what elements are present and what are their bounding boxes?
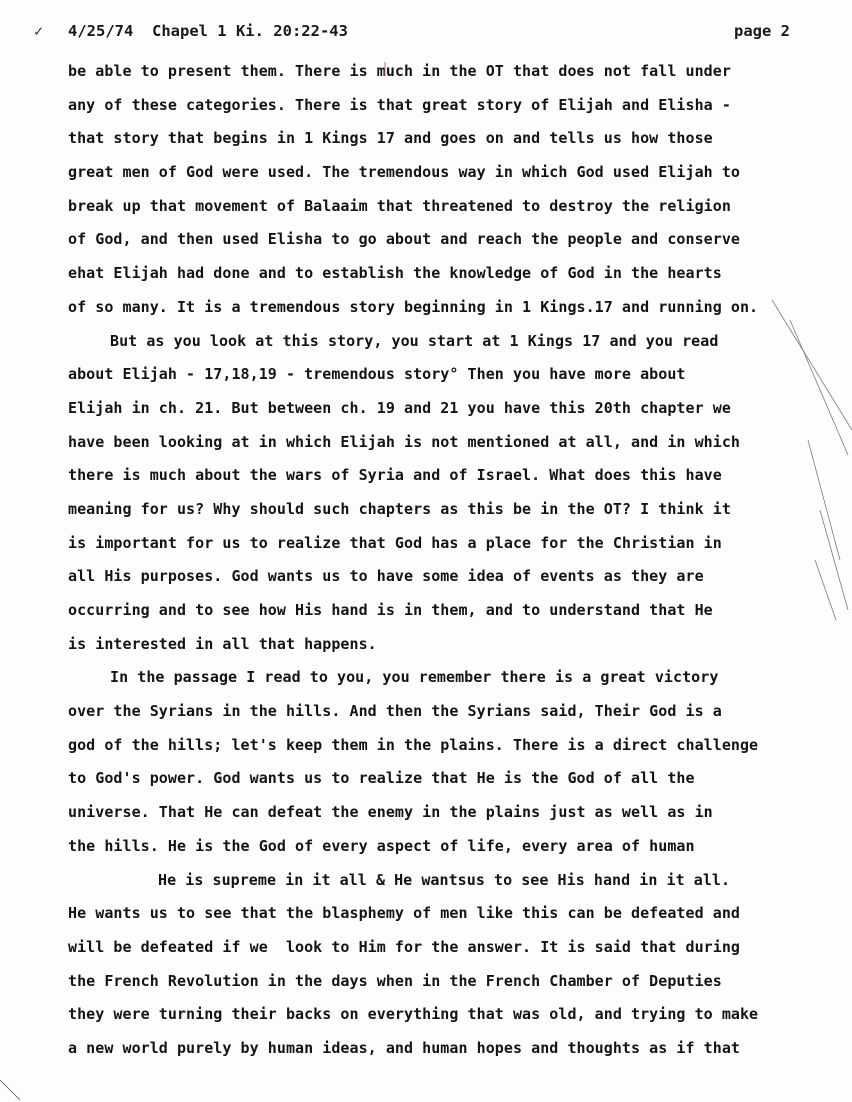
text-line: all His purposes. God wants us to have some idea of events as they are xyxy=(68,567,704,586)
text-line: In the passage I read to you, you remember there is a great victory xyxy=(110,668,719,687)
check-mark-icon: ✓ xyxy=(34,22,44,40)
text-line: there is much about the wars of Syria and of Israel. What does this have xyxy=(68,466,722,485)
text-line: great men of God were used. The tremendous way in which God used Elijah to xyxy=(68,163,740,182)
text-line: meaning for us? Why should such chapters as this be in the OT? I think it xyxy=(68,499,731,518)
text-line: the French Revolution in the days when in the French Chamber of Deputies xyxy=(68,971,722,990)
text-line: universe. That He can defeat the enemy in the plains just as well as in xyxy=(68,803,713,822)
text-line: But as you look at this story, you start at 1 Kings 17 and you read xyxy=(110,331,719,350)
page-header xyxy=(34,22,820,46)
text-line: is interested in all that happens. xyxy=(68,634,377,653)
text-line: break up that movement of Balaaim that threatened to destroy the religion xyxy=(68,196,731,215)
text-line: is important for us to realize that God has a place for the Christian in xyxy=(68,533,722,552)
page-number: page 2 xyxy=(734,22,790,40)
text-line: of so many. It is a tremendous story beginning in 1 Kings.17 and running on. xyxy=(68,297,759,316)
text-line: have been looking at in which Elijah is not mentioned at all, and in which xyxy=(68,432,740,451)
text-line: Elijah in ch. 21. But between ch. 19 and 21 you have this 20th chapter we xyxy=(68,398,731,417)
pen-stroke xyxy=(0,1080,20,1100)
text-line: a new world purely by human ideas, and human hopes and thoughts as if that xyxy=(68,1038,740,1057)
header-date-reference: 4/25/74 Chapel 1 Ki. 20:22-43 xyxy=(68,22,348,40)
text-line: ehat Elijah had done and to establish the knowledge of God in the hearts xyxy=(68,264,722,283)
text-line: of God, and then used Elisha to go about and reach the people and conserve xyxy=(68,230,740,249)
text-line: about Elijah - 17,18,19 - tremendous story° Then you have more about xyxy=(68,365,686,384)
text-line: the hills. He is the God of every aspect of life, every area of human xyxy=(68,836,695,855)
text-line: occurring and to see how His hand is in them, and to understand that He xyxy=(68,601,713,619)
text-line: He is supreme in it all & He wantsus to see His hand in it all. xyxy=(158,870,731,889)
text-line: over the Syrians in the hills. And then the Syrians said, Their God is a xyxy=(68,702,722,721)
text-line: be able to present them. There is much in the OT that does not fall under xyxy=(68,62,731,80)
text-line: He wants us to see that the blasphemy of men like this can be defeated and xyxy=(68,904,740,923)
text-line: that story that begins in 1 Kings 17 and goes on and tells us how those xyxy=(68,129,713,148)
text-line: will be defeated if we look to Him for the answer. It is said that during xyxy=(68,937,740,956)
sermon-body xyxy=(68,55,838,1066)
text-line: to God's power. God wants us to realize that He is the God of all the xyxy=(68,769,695,788)
text-line: god of the hills; let's keep them in the plains. There is a direct challenge xyxy=(68,735,759,754)
text-line: they were turning their backs on everything that was old, and trying to make xyxy=(68,1005,759,1024)
text-line: any of these categories. There is that great story of Elijah and Elisha - xyxy=(68,95,731,114)
